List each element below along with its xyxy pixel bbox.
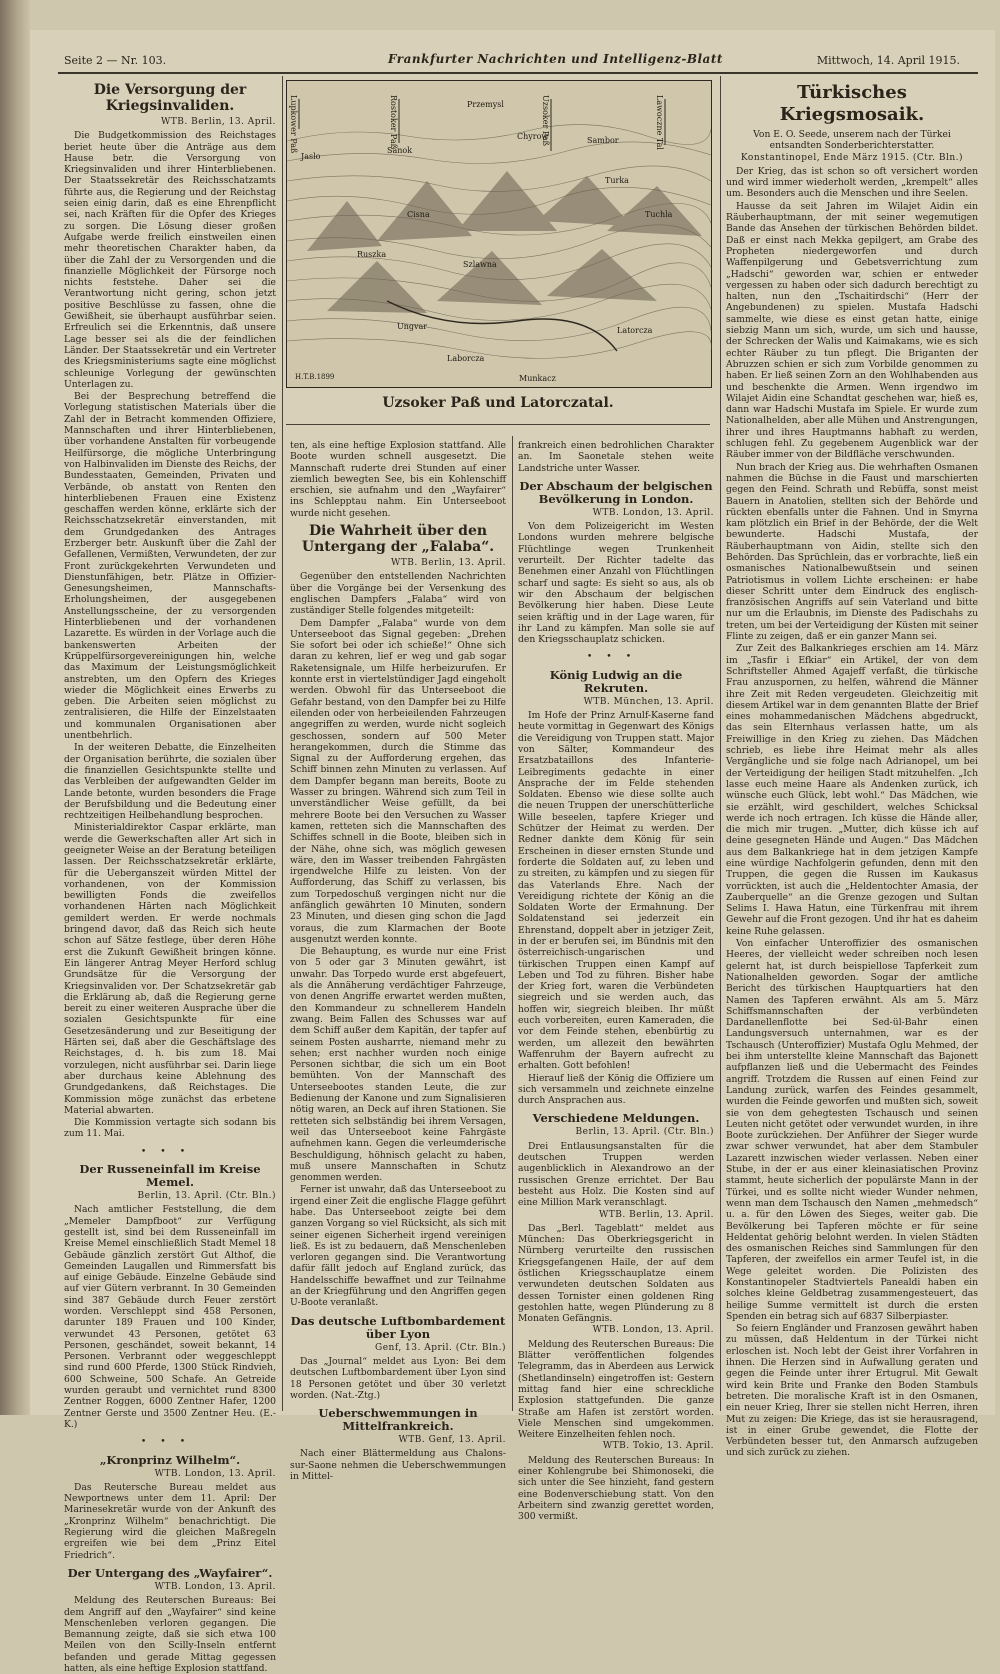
map-drawing [287, 81, 711, 387]
map-label: Sambor [587, 136, 619, 145]
dateline: WTB. London, 13. April. [154, 1468, 276, 1479]
paragraph: Meldung des Reuterschen Bureaus: Die Blätter veröffentlichen folgendes Telegramm, das in Aberdeen aus Lerwick (Shetlandinseln) eingetroffen ist: Gestern mittag fand hier eine schreckliche Explosion stattgefunden. Die ganze Straße am Hafen ist zerstört worden. Viele Menschen sind umgekommen. Weitere Einzelheiten fehlen noch. [518, 1338, 714, 1441]
byline: Von E. O. Seede, unserem nach der Türkei entsandten Sonderberichterstatter. [753, 129, 951, 152]
newspaper-masthead: Frankfurter Nachrichten und Intelligenz-Blatt [388, 52, 723, 66]
article-title: Der Untergang des „Wayfairer“. [67, 1565, 273, 1580]
dateline: WTB. Genf, 13. April. [398, 1435, 506, 1446]
paragraph: Der Krieg, das ist schon so oft versichert worden und wird immer wiederholt werden, „krempelt“ alles um. Besonders auch die Menschen und ihre Seelen. [726, 165, 978, 200]
map-label: Chyrow [517, 132, 549, 141]
paragraph: Das „Berl. Tageblatt“ meldet aus München: Das Oberkriegsgericht in Nürnberg verurteilte den russischen Kriegsgefangenen Haile, der auf dem östlichen Kriegsschauplatze einem verwundeten deutschen Soldaten aus dessen Tornister einen goldenen Ring gestohlen hatte, wegen Plünderung zu 8 Monaten Gefängnis. [518, 1222, 714, 1325]
map-label: Szlawna [463, 260, 497, 269]
map-label: Rostoker Paß [389, 95, 398, 150]
dateline: Berlin, 13. April. (Ctr. Bln.) [575, 1127, 714, 1138]
paragraph: Zur Zeit des Balkankrieges erschien am 14. März im „Tasfir i Efkiar“ ein Artikel, der von dem Schriftsteller Ahmed Agajeff verfaßt, die türkische Frau anzuspornen, zu helfen, während die Männer ihre Zeit mit Reden vergeudeten. Gleichzeitig mit diesem Artikel war in dem genannten Blatte der Brief eines mohammedanischen Mädchens abgedruckt, das sein Elternhaus verlassen hatte, um als Freiwillige in den Krieg zu ziehen. Das Mädchen schrieb, es liebe ihre Heimat mehr als alles Vergängliche und sie folge nach Adrianopel, um bei der Verteidigung der heiligen Stadt mitzuhelfen. „Ich lasse euch meine Haare als Andenken zurück, ich wünsche euch Glück, lebt wohl.“ Das Mädchen, wie sie erzählt, wird geschildert, welches Schicksal werde ich noch ertragen. Ich küsse die Hände aller, die mich mir trugen. „Mutter, dich küsse ich auf deine gesegneten Hände und Augen.“ Das Mädchen aus dem Balkankriege hat in dem jetzigen Kampfe eine würdige Nachfolgerin gefunden, denn mit den Truppen, die gegen die Russen im Kaukasus vorrückten, ist auch die „Heldentochter Amasia, der Zauberquelle“ an die Grenze gezogen und Sultan Selims I. Hawa Hatun, eine Türkenfrau mit ihrem Gewehr auf die Front gezogen. Und ihr hat es daheim keine Ruhe gelassen. [726, 643, 978, 937]
dateline: WTB. Berlin, 13. April. [391, 558, 506, 569]
paragraph: Nach einer Blättermeldung aus Chalons-sur-Saone nehmen die Ueberschwemmungen in Mittel- [290, 1448, 506, 1483]
map-label: Uzsoker Paß [541, 95, 550, 146]
article-title: Ueberschwemmungen in Mittelfrankreich. [318, 1406, 478, 1434]
map-label: Sanok [387, 146, 413, 155]
dateline: Genf, 13. April. (Ctr. Bln.) [375, 1342, 506, 1353]
paragraph: So feiern Engländer und Franzosen gewährt haben zu müssen, daß Heldentum in der Türkei nicht erloschen ist. Noch lebt der Geist ihrer Vorfahren in ihnen. Die Herzen sind in Aufwallung geraten und gegen die Feinde unter ihrer Ertugrul. Mit Gewalt wird kein Brite und Franke den Boden Stambuls betreten. Die moralische Kraft ist in den Osmanen, ein neuer Krieg, Ihrer sie stellen nicht Herren, ihren Mut zu zeigen: Die Kriege, das ist sie herausragend, ist in einer Grube gewendet, die Flotte der Verbündeten besser tut, den Anmarsch aufzugeben und sich zurück zu ziehen. [726, 1323, 978, 1459]
map-label: Latorcza [617, 326, 653, 335]
paragraph: Im Hofe der Prinz Arnulf-Kaserne fand heute vormittag in Gegenwart des Königs die Vereidigung von Truppen statt. Major von Sälter, Kommandeur des Ersatzbataillons des Infanterie-Leibregiments gedachte in einer Ansprache der im Felde stehenden Soldaten. Ebenso wie diese sollte auch die neuen Truppen der unerschütterliche Wille beseelen, tapfere Krieger und Schützer der Heimat zu werden. Der Redner dankte dem König für sein Erscheinen in dieser ernsten Stunde und forderte die Soldaten auf, zu leben und zu streiten, zu kämpfen und zu siegen für das Vaterlands Ehre. Nach der Vereidigung richtete der König an die Soldaten Worte der Ermahnung. Der Soldatenstand sei jederzeit ein Ehrenstand, doppelt aber in jetziger Zeit, in der er berufen sei, im Bündnis mit den österreichisch-ungarischen und türkischen Truppen einen Kampf auf Leben und Tod zu führen. Bisher habe der Krieg fort, waren die Verbündeten siegreich und sie werden auch, das hoffen wir, siegreich bleiben. Ihr müßt euch vorbereiten, euren Kameraden, die vor dem Feinde stehen, ebenbürtig zu werden, um allezeit den bewährten Waffenruhm der Bayern aufrecht zu erhalten. Gott befohlen! [518, 710, 714, 1072]
article-title: „Kronprinz Wilhelm“. [99, 1452, 241, 1467]
page-number: Seite 2 — Nr. 103. [64, 54, 167, 67]
column-rule-1 [282, 76, 283, 1411]
column-rule-3 [720, 76, 721, 1411]
article-title: Der Russeneinfall im Kreise Memel. [79, 1162, 261, 1190]
map-label: Tuchla [645, 210, 673, 219]
dateline: WTB. London, 13. April. [154, 1581, 276, 1592]
paragraph: Nun brach der Krieg aus. Die wehrhaften Osmanen nahmen die Büchse in die Faust und marschierten gegen den Feind. Schrath und Rebüffa, sonst meist Bauern in Anatolien, stellten sich der Behörde und rückten ebenfalls unter die Fahnen. Und in Smyrna kam plötzlich ein Brief in der Behörde, der die Welt bewunderte. Hadschi Mustafa, der Räuberhauptmann von Aidin, stellte sich den Behörden. Das Sprüchlein, das er vorbrachte, ließ ein osmanisches Nationalbewußtsein und seinen Patriotismus in vollem Lichte erscheinen: er habe dieser Schritt unter dem Eindruck des englisch-französischen Angriffs auf sein Vaterland und bitte nur um die Erlaubnis, im Dienste des Padischahs zu treten, um bei der Verteidigung der Küsten mit seiner Flinte zu zeigen, daß er ein ganzer Mann sei. [726, 461, 978, 643]
dateline: Konstantinopel, Ende März 1915. (Ctr. Bln.) [740, 152, 964, 163]
column-rule-2 [512, 436, 513, 1411]
section-divider: ••• [140, 1145, 200, 1157]
paragraph: Gegenüber den entstellenden Nachrichten über die Vorgänge bei der Versenkung des englischen Dampfers „Falaba“ wird von zuständiger Stelle folgendes mitgeteilt: [290, 571, 506, 617]
map-caption: Uzsoker Paß und Latorczatal. [382, 395, 614, 411]
paragraph: Ministerialdirektor Caspar erklärte, man werde die Gewerkschaften aller Art sich in geeigneter Weise an der Beratung beteiligen lassen. Der Reichsschatzsekretär erklärte, für die Ueberganszeit würden Mittel der vorhandenen, von der Kommission bewilligten Fonds die zweifellos vorhandenen Härten nach Möglichkeit gemildert werden. Er werde nochmals bringend davor, daß das Reich sich heute schon auf Sätze festlege, über deren Höhe erst die Zukunft Gewißheit bringen könne. Ein längerer Antrag Meyer Herford schlug Grundsätze für die Versorgung der Kriegsinvaliden vor. Der Schatzsekretär gab die Erklärung ab, daß die Regierung gerne bereit zu einer weiteren Ausprache über die sozialen Gesichtspunkte für eine Gesetzesänderung und zur Beseitigung der Härten sei, daß aber die Geschäftslage des Reichstages, d. h. bis zum 18. Mai vorzulegen, nicht ausführbar sei. Darin liege aber durchaus keine Ablehnung des Grundgedankens, daß Reichstages. Die Kommission möge zunächst das erbetene Material abwarten. [64, 822, 276, 1116]
paragraph: Das „Journal“ meldet aus Lyon: Bei dem deutschen Luftbombardement über Lyon sind 18 Personen getötet und über 30 verletzt worden. (Nat.-Ztg.) [290, 1355, 506, 1401]
article-title: Das deutsche Luftbombardement über Lyon [290, 1313, 506, 1341]
map-label: Ungvar [397, 322, 428, 331]
dateline: WTB. London, 13. April. [592, 507, 714, 518]
column-2 [290, 440, 506, 1483]
column-4 [726, 78, 978, 1459]
dateline: WTB. München, 13. April. [583, 696, 714, 707]
section-divider: ••• [586, 651, 646, 663]
paragraph: Die Behauptung, es wurde nur eine Frist von 5 oder gar 3 Minuten gewährt, ist unwahr. Das Torpedo wurde erst abgefeuert, als die Annäherung verdächtiger Fahrzeuge, von denen Angriffe erwartet werden mußten, den Kommandeur zu schnellerem Handeln zwang. Beim Fallen des Schusses war auf dem Schiff außer dem Kapitän, der tapfer auf seinem Posten ausharrte, niemand mehr zu sehen; erst nachher wurden noch einige Personen sichtbar, die sich um ein Boot bemühten. Von der Mannschaft des Unterseebootes standen Leute, die zur Bedienung der Kanone und zum Signalisieren nötig waren, an Deck auf ihren Stationen. Sie retteten sich selbständig bei ihrem Versagen, weil das Unterseeboot keine Fahrgäste aufnehmen kann. Gegen die verleumderische Beschuldigung, höhnisch gelacht zu haben, muß unsere Mannschaften in Schutz genommen werden. [290, 946, 506, 1184]
dateline: WTB. London, 13. April. [592, 1325, 714, 1336]
column-3 [518, 440, 714, 1523]
paragraph: Hausse da seit Jahren im Wilajet Aidin ein Räuberhauptmann, der mit seiner wegemutigen Bande das Ansehen der türkischen Behörden bildet. Daß er einst nach Mekka gepilgert, am Grabe des Propheten niedergeworfen und durch Waffenpilgerung und Gebetsverrichtung zum „Hadschi“ geworden war, schien er entweder vergessen zu haben oder sich dadurch berechtigt zu halten, nun den „Tschaitirdschi“ (Herr der Angebundenen) zu spielen. Mustafa Hadschi sammelte, wie diese es einst getan hatte, einige siebzig Mann um sich, wurde, um sich und hausse, der Schrecken der Walis und Kaimakams, wie es sich echter Räuber zu tun pflegt. Die Briganten der Abruzzen schien er sich zum Vorbilde genommen zu haben. Er ließ seinen Zorn an den Wohlhabenden aus und beschenkte die Armen. Wenn irgendwo im Wilajet Aidin eine Schandtat geschehen war, hieß es, dann war Hadschi Mustafa im Spiele. Er wurde zum Nationalhelden, aber alle Mühen und Anstrengungen, ihrer und ihres Hauptmanns habhaft zu werden, schlugen fehl. Zu gegebenem Augenblick war der Räuber immer von der Bildfläche verschwunden. [726, 200, 978, 461]
map-bottom-rule [286, 424, 710, 425]
section-divider: ••• [140, 1436, 200, 1448]
article-title: Türkisches Kriegsmosaik. [779, 82, 925, 125]
map-label: Lupkower Paß [289, 95, 298, 154]
paragraph: Drei Entlausungsanstalten für die deutschen Truppen werden augenblicklich in Alexandrowo an der russischen Grenze errichtet. Der Bau besteht aus Holz. Die Kosten sind auf eine Million Mark veranschlagt. [518, 1140, 714, 1209]
map-label: Laborcza [447, 354, 485, 363]
article-title: Die Wahrheit über den Untergang der „Falaba“. [301, 523, 495, 556]
article-title: König Ludwig an die Rekruten. [549, 667, 683, 695]
paragraph: Das Reutersche Bureau meldet aus Newportnews unter dem 11. April: Der Marinesekretär wurde von der Ankunft des „Kronprinz Wilhelm“ benachrichtigt. Die Regierung wird die gleichen Maßregeln ergreifen wie bei dem „Prinz Eitel Friedrich“. [64, 1481, 276, 1561]
paragraph: Meldung des Reuterschen Bureaus: Bei dem Angriff auf den „Wayfairer“ sind keine Menschenleben verloren gegangen. Die Bemannung zeigte, daß sie sich etwa 100 Meilen von den Scilly-Inseln entfernt befanden und gerade Mittag gegessen hatten, als eine heftige Explosion stattfand. [64, 1595, 276, 1674]
page-binding-edge [0, 0, 30, 1415]
paragraph: Ferner ist unwahr, daß das Unterseeboot zu irgend einer Zeit die englische Flagge geführt habe. Das Unterseeboot zeigte bei dem ganzen Vorgang so viel Rücksicht, als sich mit seiner eigenen Sicherheit irgend vereinigen ließ. Es ist zu bedauern, daß Menschenleben verloren gegangen sind. Die Verantwortung dafür fällt jedoch auf England zurück, das Handelsschiffe bewaffnet und zur Teilnahme an der Kriegführung und den Angriffen gegen U-Boote veranlaßt. [290, 1184, 506, 1309]
map-label: Przemysl [467, 100, 504, 109]
map-label: H.T.B.1899 [295, 373, 335, 381]
paragraph: Die Kommission vertagte sich sodann bis zum 11. Mai. [64, 1117, 276, 1140]
dateline: WTB. Berlin, 13. April. [599, 1209, 714, 1220]
paragraph: Von dem Polizeigericht im Westen Londons wurden mehrere belgische Flüchtlinge wegen Trunkenheit verurteilt. Der Richter tadelte das Benehmen einer Anzahl von Flüchtlingen scharf und sagte: Es sieht so aus, als ob wir den Abschaum der belgischen Bevölkerung hier haben. Diese Leute seien kräftig und in der Lage waren, für ihr Land zu kämpfen. Man solle sie auf den Kriegsschauplatz schicken. [518, 521, 714, 646]
paragraph: Hierauf ließ der König die Offiziere um sich versammeln und zeichnete einzelne durch Ansprachen aus. [518, 1072, 714, 1107]
article-title: Verschiedene Meldungen. [532, 1111, 700, 1126]
map-label: Munkacz [519, 374, 556, 383]
header-rule [58, 72, 978, 74]
map-label: Jaslo [301, 152, 321, 161]
paragraph: Die Budgetkommission des Reichstages beriet heute über die Anträge aus dem Hause betr. die Versorgung von Kriegsinvaliden und ihrer Hinterbliebenen. Der Staatssekretär des Reichsschatzamts führte aus, die Regierung und der Reichstag seien einig darin, daß es eine Ehrenpflicht sei, nach Kräften für die Opfer des Krieges zu sorgen. Die Lösung dieser großen Aufgabe werde freilich einstweilen einen mehr theoretischen Charakter haben, da über die Zahl der zu Versorgenden und die finanzielle Möglichkeit der Fürsorge noch nichts feststehe. Daher sei die Verantwortung nicht gering, schon jetzt positive Beschlüsse zu fassen, ohne die Gewißheit, sie überhaupt ausführbar seien. Erfreulich sei die Erkenntnis, daß unsere Lage besser sei als die der feindlichen Länder. Der Staatssekretär und ein Vertreter des Kriegsministeriums sagte eine möglichst schleunige Vorlegung der gewünschten Unterlagen zu. [64, 130, 276, 390]
map-label: Ruszka [357, 250, 387, 259]
paragraph: Bei der Besprechung betreffend die Vorlegung statistischen Materials über die Zahl der in Betracht kommenden Offiziere, Mannschaften und ihrer Hinterbliebenen, über vorhandene Anstalten für vorbeugende Heilfürsorge, die mögliche Unterbringung von Halbinvaliden im Dienste des Reichs, der Bundesstaaten, Gemeinden, Privaten und Verbände, ob anstatt von Renten den hinterbliebenen Frauen eine Existenz geschaffen werden könne, erklärte sich der Reichsschatzsekretär einverstanden, mit dem Grundgedanken des Antrages Erzberger betr. Auskunft über die Zahl der Gefallenen, Vermißten, Verwundeten, der zur Front zurückgekehrten Verwundeten und Dienstunfähigen, betr. Plätze in Offizier-Genesungsheimen, Mannschafts-Erholungsheimen, der ausgegebenen Anstellungsscheine, der zu versorgenden Hinterbliebenen und der vorhandenen Lazarette. Es würden in der Vorlage auch die bankenswerten Arbeiten der Krüppelfürsorgevereinigungen hin, welche das Maximum der Leistungsmöglichkeit anstrebten, um den Opfern des Krieges wieder die Möglichkeit eines Erwerbs zu geben. Die Arbeiten seien möglichst zu zentralisieren, die Hilfe der Einzelstaaten und kommunalen Organisationen aber unentbehrlich. [64, 391, 276, 742]
article-title: Die Versorgung der Kriegsinvaliden. [93, 82, 247, 114]
paragraph: Dem Dampfer „Falaba“ wurde von dem Unterseeboot das Signal gegeben: „Drehen Sie sofort bei oder ich schieße!“ Ohne sich daran zu kehren, lief er weg und gab sogar Raketensignale, um Hilfe herbeizurufen. Er konnte erst in viertelstündiger Jagd eingeholt werden. Obwohl für das Unterseeboot die Gefahr bestand, von den Dampfer bei zu Hilfe eilenden oder von herbeieilenden Fahrzeugen angegriffen zu werden, wurde nicht sogleich geschossen, sondern auf 500 Meter herangekommen, durch die Stimme das Signal zu der Aufforderung ergehen, das Schiff binnen zehn Minuten zu verlassen. Auf dem Dampfer begann man bereits, Boote zu Wasser zu bringen. Während sich zum Teil in unverständlicher Weise gefüllt, da bei mehrere Boote bei den Versuchen zu Wasser kamen, retteten sich die Mannschaften des Schiffes schnell in die Boote, bleiben sich in der Nähe, ohne sich, was möglich gewesen wäre, den im Wasser treibenden Fahrgästen irgendwelche Hilfe zu leisten. Von der Aufforderung, das Schiff zu verlassen, bis zum Torpedoschuß vergingen nicht nur die anfänglich gewährten 10 Minuten, sondern 23 Minuten, und diesen ging schon die Jagd voraus, die zum Klarmachen der Boote ausgenutzt werden konnte. [290, 617, 506, 945]
paragraph: Von einfacher Unteroffizier des osmanischen Heeres, der vielleicht weder schreiben noch lesen gelernt hat, ist durch beispiellose Tapferkeit zum Nationalhelden geworden. Sogar der amtliche Bericht des türkischen Hauptquartiers hat den Namen des Tapferen erwähnt. Als am 5. März Schiffsmannschaften der verbündeten Dardanellenflotte bei Sed-ül-Bahr einen Landungsversuch unternahmen, war es der Tschausch (Unteroffizier) Mustafa Oglu Mehmed, der bei ihm unterstellte kleine Mannschaft das Bajonett aufpflanzen ließ und die Uebermacht des Feindes angriff. Trotzdem die Russen auf einen Feind zur Landung zurück, warfen des Feindes gesammelt, wurden die Feinde geworfen und mußten sich, soweit sie von dem gehegtesten Tschausch und seinen Leuten nicht getötet oder verwundet wurden, in ihre Boote zurückziehen. Der Anführer der Sieger wurde zwar schwer verwundet, hat aber dem Stambuler Lazarett inzwischen wieder verlassen. Neben einer Stube, in der er aus einer kleinasiatischen Provinz stammt, heute sicherlich der populärste Mann in der Türkei, und es sollte nicht wieder Wunder nehmen, wenn man dem Tschausch den Namen „mehmedsch“ u. a. für den Löwen des Sieges, weiter gab. Die Bevölkerung bei Tapferen möchte er für seine Heldentat gehörig belohnt werden. In vielen Städten des osmanischen Reiches sind Sammlungen für den Tapferen, der zweifellos ein armer Teufel ist, in die Wege geleitet worden. Die Polizisten des Konstantinopeler Stadtviertels Panealdi haben ein solches kleine Geldbetrag zusammengesteuert, das heilige Summe vermittelt ist durch die ersten Spenden ein betrag sich auf 6837 Silberpiaster. [726, 938, 978, 1322]
column-1 [64, 78, 276, 1674]
article-title: Der Abschaum der belgischen Bevölkerung in London. [519, 478, 713, 506]
dateline: WTB. Berlin, 13. April. [161, 117, 276, 127]
page-header [58, 50, 978, 72]
panorama-map-illustration [286, 80, 712, 388]
map-label: Cisna [407, 210, 430, 219]
paragraph: frankreich einen bedrohlichen Charakter an. Im Saonetale stehen weite Landstriche unter Wasser. [518, 440, 714, 474]
map-label: Turka [605, 176, 629, 185]
paragraph: Meldung des Reuterschen Bureaus: In einer Kohlengrube bei Shimonoseki, die sich unter die See hinzieht, fand gestern eine Bodenverschiebung statt. Von den Arbeitern sind zwanzig gerettet worden, 300 vermißt. [518, 1454, 714, 1523]
map-label: Lawoczne Tal [655, 95, 664, 150]
paragraph: Nach amtlicher Feststellung, die dem „Memeler Dampfboot“ zur Verfügung gestellt ist, sind bei dem Russeneinfall im Kreise Memel einschließlich Stadt Memel 18 Gebäude gänzlich zerstört Gut Althof, die Gemeinden Laugallen und Rimmersfatt bis auf einige Gebäude. Einzelne Gebäude sind auf vier Gütern verbrannt. In 30 Gemeinden sind 387 Gebäude durch Feuer zerstört worden. Verschleppt sind 458 Personen, darunter 189 Frauen und 100 Kinder, verwundet 43 Personen, getötet 63 Personen, geschändet, soweit bekannt, 14 Personen. Verbrannt oder weggeschleppt sind rund 600 Pferde, 1300 Stück Rindvieh, 600 Schweine, 500 Schafe. An Getreide wurden geraubt und vernichtet rund 8300 Zentner Roggen, 6000 Zentner Hafer, 1200 Zentner Gerste und 3500 Zentner Heu. (E.-K.) [64, 1204, 276, 1430]
issue-date: Mittwoch, 14. April 1915. [816, 54, 960, 67]
paragraph: ten, als eine heftige Explosion stattfand. Alle Boote wurden schnell ausgesetzt. Die Mannschaft ruderte drei Stunden auf einer ziemlich bewegten See, bis ein Kohlenschiff erschien, sie aufnahm und den „Wayfairer“ ins Schlepptau nahm. Ein Unterseeboot wurde nicht gesehen. [290, 440, 506, 519]
paragraph: In der weiteren Debatte, die Einzelheiten der Organisation berührte, die sozialen über die finanziellen Gesichtspunkte stellte und das Verbleiben der aufgewandten Gelder im Lande betonte, wurden besonders die Frage der Berufsbildung und die Bedeutung einer rechtzeitigen Heilbehandlung besprochen. [64, 742, 276, 822]
dateline: WTB. Tokio, 13. April. [602, 1441, 714, 1452]
dateline: Berlin, 13. April. (Ctr. Bln.) [137, 1191, 276, 1202]
